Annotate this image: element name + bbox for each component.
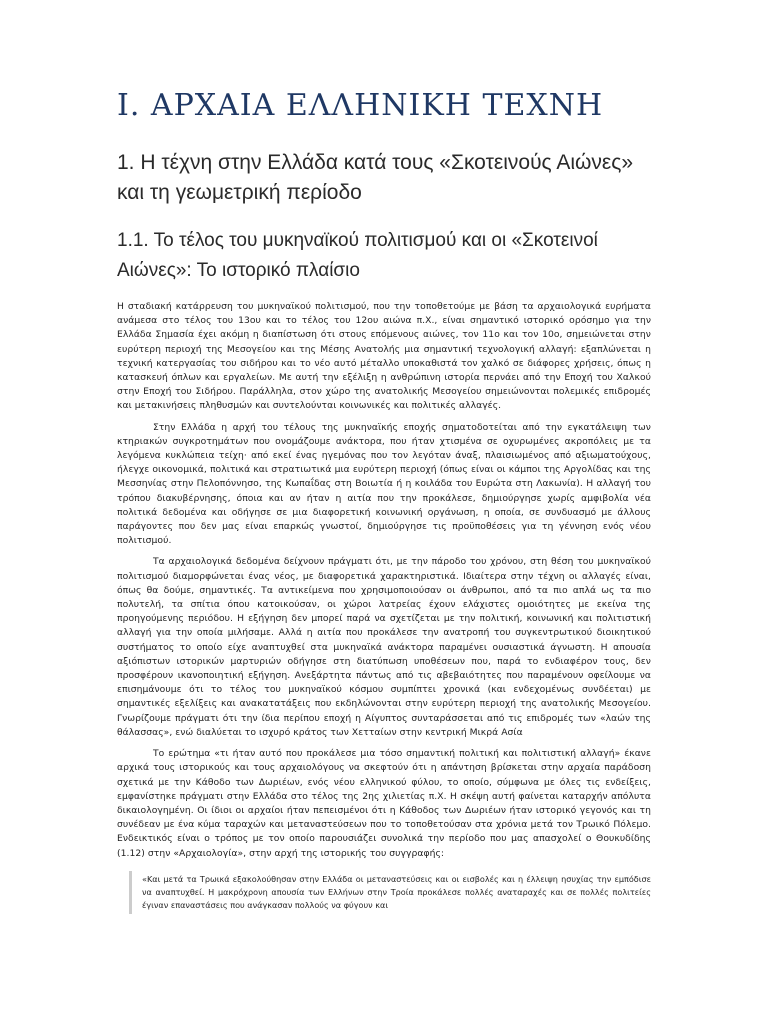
document-content	[117, 86, 651, 914]
chapter-heading: 1. Η τέχνη στην Ελλάδα κατά τους «Σκοτεινούς Αιώνες» και τη γεωμετρική περίοδο	[117, 151, 634, 204]
paragraph: Τα αρχαιολογικά δεδομένα δείχνουν πράγματι ότι, με την πάροδο του χρόνου, στη θέση του μυκηναϊκού πολιτισμού διαμορφώνεται ένας νέος, με διαφορετικά χαρακτηριστικά. Ιδιαίτερα στην τέχνη οι αλλαγές είναι, όπως θα δούμε, σημαντικές. Τα αντικείμενα που χρησιμοποιούσαν οι άνθρωποι, από τα πιο απλά ως τα πιο πολυτελή, τα σπίτια όπου κατοικούσαν, οι χώροι λατρείας έχουν ελάχιστες ομοιότητες με εκείνα της προηγούμενης περιόδου. Η εξήγηση δεν μπορεί παρά να σχετίζεται με την πολιτική, κοινωνική και πολιτιστική αλλαγή για την οποία μιλήσαμε. Αλλά η αιτία που προκάλεσε την ανατροπή του συγκεντρωτικού διοικητικού συστήματος το οποίο είχε αναπτυχθεί στα μυκηναϊκά ανάκτορα παραμένει ουσιαστικά άγνωστη. Η απουσία αξιόπιστων ιστορικών μαρτυριών οδήγησε στη διατύπωση υποθέσεων που, παρά το ενδιαφέρον τους, δεν προσφέρουν ικανοποιητική εξήγηση. Ανεξάρτητα πάντως από τις αβεβαιότητες που παραμένουν οφείλουμε να επισημάνουμε ότι το τέλος του μυκηναϊκού κόσμου συμπίπτει χρονικά (και ενδεχομένως συνδέεται) με σημαντικές εξελίξεις και ανακατατάξεις που εκδηλώνονται στην ευρύτερη περιοχή της ανατολικής Μεσογείου. Γνωρίζουμε πράγματι ότι την ίδια περίπου εποχή η Αίγυπτος συνταράσσεται από τις επιδρομές των «λαών της θάλασσας», ενώ διαλύεται το ισχυρό κράτος των Χετταίων στην κεντρική Μικρά Ασία	[117, 556, 651, 738]
paragraph: Το ερώτημα «τι ήταν αυτό που προκάλεσε μια τόσο σημαντική πολιτική και πολιτιστική αλλαγή» έκανε αρχικά τους ιστορικούς και τους αρχαιολόγους να σκεφτούν ότι η απάντηση βρίσκεται στην αρχαία παράδοση σχετικά με την Κάθοδο των Δωριέων, ενός νέου ελληνικού φύλου, το οποίο, σύμφωνα με όλες τις ενδείξεις, εμφανίστηκε πράγματι στην Ελλάδα στο τέλος της 2ης χιλιετίας π.Χ. Η σκέψη αυτή φαίνεται καταρχήν απόλυτα δικαιολογημένη. Οι ίδιοι οι αρχαίοι ήταν πεπεισμένοι ότι η Κάθοδος των Δωριέων ήταν ιστορικό γεγονός και τη συνέδεαν με ένα κύμα ταραχών και μεταναστεύσεων που το τοποθετούσαν στα χρόνια μετά τον Τρωικό Πόλεμο. Ενδεικτικός είναι ο τρόπος με τον οποίο παρουσιάζει συνολικά την περίοδο που μας απασχολεί ο Θουκυδίδης (1.12) στην «Αρχαιολογία», στην αρχή της ιστορικής του συγγραφής:	[117, 748, 651, 859]
quote-text: «Και μετά τα Τρωικά εξακολούθησαν στην Ελλάδα οι μεταναστεύσεις και οι εισβολές και η έλλειψη ησυχίας την εμπόδισε να αναπτυχθεί. Η μακρόχρονη απουσία των Ελλήνων στην Τροία προκάλεσε πολλές αναταραχές και σε πολλές πολιτείες έγιναν επαναστάσεις που ανάγκασαν πολλούς να φύγουν και	[142, 873, 651, 911]
block-quote	[129, 871, 651, 915]
paragraph: Η σταδιακή κατάρρευση του μυκηναϊκού πολιτισμού, που την τοποθετούμε με βάση τα αρχαιολογικά ευρήματα ανάμεσα στο τέλος του 13ου και το τέλος του 12ου αιώνα π.Χ., είναι σημαντικό ιστορικό ορόσημο για την Ελλάδα Σημασία έχει ακόμη η διαπίστωση ότι στους επόμενους αιώνες, τον 11ο και τον 10ο, σημειώνεται στην ευρύτερη περιοχή της Μεσογείου και της Μέσης Ανατολής μια σημαντική τεχνολογική αλλαγή: εξαπλώνεται η τεχνική κατεργασίας του σιδήρου και το νέο αυτό μέταλλο υποκαθιστά τον χαλκό σε διάφορες χρήσεις, όπως η κατασκευή όπλων και εργαλείων. Με αυτή την εξέλιξη η ανθρώπινη ιστορία περνάει από την Εποχή του Χαλκού στην Εποχή του Σιδήρου. Παράλληλα, στον χώρο της ανατολικής Μεσογείου σημειώνονται πολεμικές επιδρομές και μετακινήσεις πληθυσμών και συντελούνται κοινωνικές και πολιτικές αλλαγές.	[117, 301, 651, 412]
paragraph: Στην Ελλάδα η αρχή του τέλους της μυκηναϊκής εποχής σηματοδοτείται από την εγκατάλειψη των κτηριακών συγκροτημάτων που ονομάζουμε ανάκτορα, που ήταν χτισμένα σε οχυρωμένες ακροπόλεις με τα λεγόμενα κυκλώπεια τείχη· από εκεί ένας ηγεμόνας που τον λεγόταν άναξ, πλαισιωμένος από αξιωματούχους, ήλεγχε οικονομικά, πολιτικά και στρατιωτικά μια ευρύτερη περιοχή (όπως είναι οι κάμποι της Αργολίδας και της Μεσσηνίας στην Πελοπόννησο, της Κωπαΐδας στη Βοιωτία ή η κοιλάδα του Ευρώτα στη Λακωνία). Η αλλαγή του τρόπου διακυβέρνησης, όποια και αν ήταν η αιτία που την προκάλεσε, δημιούργησε χωρίς αμφιβολία νέα πολιτικά δεδομένα και οδήγησε σε μια διαφορετική κοινωνική οργάνωση, η οποία, σε συνδυασμό με άλλους παράγοντες που δεν μας είναι επαρκώς γνωστοί, δημιούργησε τις προϋποθέσεις για τη γέννηση ενός νέου πολιτισμού.	[117, 421, 651, 547]
section-heading: 1.1. Το τέλος του μυκηναϊκού πολιτισμού και οι «Σκοτεινοί Αιώνες»: Το ιστορικό πλαίσιο	[117, 230, 598, 281]
body-text	[117, 300, 651, 861]
document-title: I. ΑΡΧΑΙΑ ΕΛΛΗΝΙΚΗ ΤΕΧΝΗ	[117, 88, 604, 123]
